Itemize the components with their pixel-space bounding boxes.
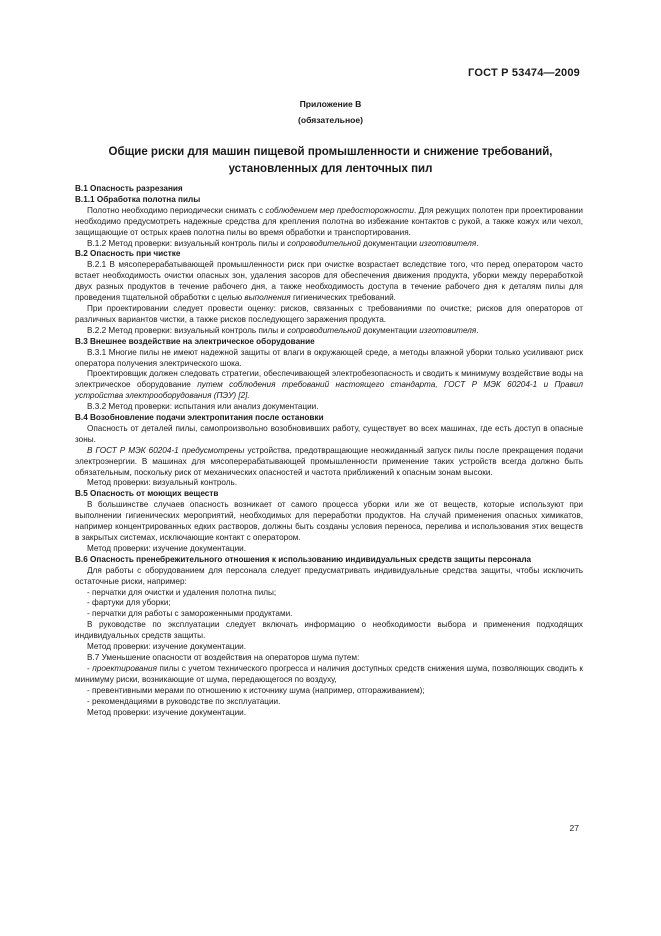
- list-item: - перчатки для работы с замороженными продуктами.: [87, 609, 293, 619]
- title-line-1: Общие риски для машин пищевой промышленности и снижение требований,: [108, 146, 553, 158]
- paragraph: В ГОСТ Р МЭК 60204-1 предусмотрены устройства, предотвращающие неожиданный запуск пилы после прекращения подачи электроэнергии. В машинах для мясоперерабатывающей промышленности применение таких устройств всегда должно быть обязательным, поскольку риск от механических опасностей и частота приближений к опасным зонам высоки.: [75, 445, 583, 477]
- list-item: - фартуки для уборки;: [87, 598, 171, 608]
- section-b2-heading: В.2 Опасность при чистке: [75, 249, 181, 259]
- page-number: 27: [569, 823, 579, 833]
- paragraph: В.1.2 Метод проверки: визуальный контроль пилы и сопроводительной документации изготовителя.: [87, 238, 479, 248]
- paragraph: В большинстве случаев опасность возникает от самого процесса уборки или же от веществ, которые используют при выполнении гигиенических мероприятий, необходимых для переработки продуктов. На случай применения опасных химикатов, например концентрированных едких растворов, должны быть созданы условия переноса, перелива и использования этих веществ в закрытых системах, исключающие контакт с оператором.: [75, 500, 583, 542]
- list-item: - рекомендациями в руководстве по эксплуатации.: [87, 696, 281, 706]
- paragraph: Опасность от деталей пилы, самопроизвольно возобновивших работу, существует во всех машинах, где есть доступ в опасные зоны.: [75, 423, 583, 444]
- appendix-label: Приложение В: [299, 99, 362, 109]
- paragraph: Для работы с оборудованием для персонала следует предусматривать индивидуальные средства защиты, чтобы исключить остаточные риски, например:: [75, 565, 583, 586]
- paragraph: Метод проверки: изучение документации.: [87, 707, 246, 717]
- paragraph: В.3.1 Многие пилы не имеют надежной защиты от влаги в окружающей среде, а методы влажной уборки только усиливают риск оператора получения электрического шока.: [75, 347, 583, 368]
- list-item: - превентивными мерами по отношению к источнику шума (например, отгораживанием);: [87, 685, 425, 695]
- appendix-status: (обязательное): [297, 115, 364, 125]
- paragraph: Полотно необходимо периодически снимать с соблюдением мер предосторожности. Для режущих полотен при проектировании необходимо предусмотреть надежные средства для крепления полотна во избежание контактов с рукой, а также кожух или чехол, защищающие от острых краев полотна пилы во время обработки и транспортирования.: [75, 205, 583, 237]
- paragraph: Метод проверки: изучение документации.: [87, 543, 246, 553]
- paragraph: В.3.2 Метод проверки: испытания или анализ документации.: [87, 402, 319, 412]
- document-title: [0, 144, 661, 178]
- paragraph: В.2.2 Метод проверки: визуальный контроль пилы и сопроводительной документации изготовителя.: [87, 325, 479, 335]
- standard-number: ГОСТ Р 53474—2009: [468, 67, 580, 79]
- section-b7-heading: В.7 Уменьшение опасности от воздействия на операторов шума путем:: [87, 652, 360, 662]
- section-b3-heading: В.3 Внешнее воздействие на электрическое оборудование: [75, 336, 315, 346]
- section-b5-heading: В.5 Опасность от моющих веществ: [75, 489, 219, 499]
- paragraph: В.2.1 В мясоперерабатывающей промышленности риск при очистке возрастает вследствие того, что перед оператором часто встает необходимость очистки опасных зон, удаления засоров для обеспечения движения продукта, уборки между переработкой двух разных продуктов в течение рабочего дня, а также необходимость доступа в течение рабочего дня к деталям пилы для проведения тщательной обработки с целью выполнения гигиенических требований.: [75, 260, 583, 303]
- section-b6-heading: В.6 Опасность пренебрежительного отношения к использованию индивидуальных средств защиты персонала: [75, 554, 532, 564]
- title-line-2: установленных для ленточных пил: [228, 163, 433, 175]
- appendix-heading: [0, 96, 661, 128]
- section-b1-heading: В.1 Опасность разрезания: [75, 184, 183, 193]
- document-body: [75, 184, 583, 718]
- paragraph: Метод проверки: визуальный контроль.: [87, 478, 238, 488]
- paragraph: Метод проверки: изучение документации.: [87, 642, 246, 652]
- list-item: - проектирования пилы с учетом технического прогресса и наличия доступных средств снижения шума, позволяющих сводить к минимуму риски, возникающие от шума, передающегося по воздуху,: [75, 663, 583, 684]
- paragraph: Проектировщик должен следовать стратегии, обеспечивающей электробезопасность и сводить к минимуму воздействие воды на электрическое оборудование путем соблюдения требований настоящего стандарта, ГОСТ Р МЭК 60204-1 и Правил устройства электрооборудования (ПЭУ) [2].: [75, 369, 584, 401]
- section-b11-heading: В.1.1 Обработка полотна пилы: [75, 194, 201, 204]
- paragraph: В руководстве по эксплуатации следует включать информацию о необходимости выбора и применения подходящих индивидуальных средств защиты.: [75, 620, 583, 641]
- section-b4-heading: В.4 Возобновление подачи электропитания после остановки: [75, 413, 324, 423]
- list-item: - перчатки для очистки и удаления полотна пилы;: [87, 587, 277, 597]
- paragraph: При проектировании следует провести оценку: рисков, связанных с требованиями по очистке; рисков для операторов от различных вариантов чистки, а также рисков последующего заражения продукта.: [75, 303, 583, 324]
